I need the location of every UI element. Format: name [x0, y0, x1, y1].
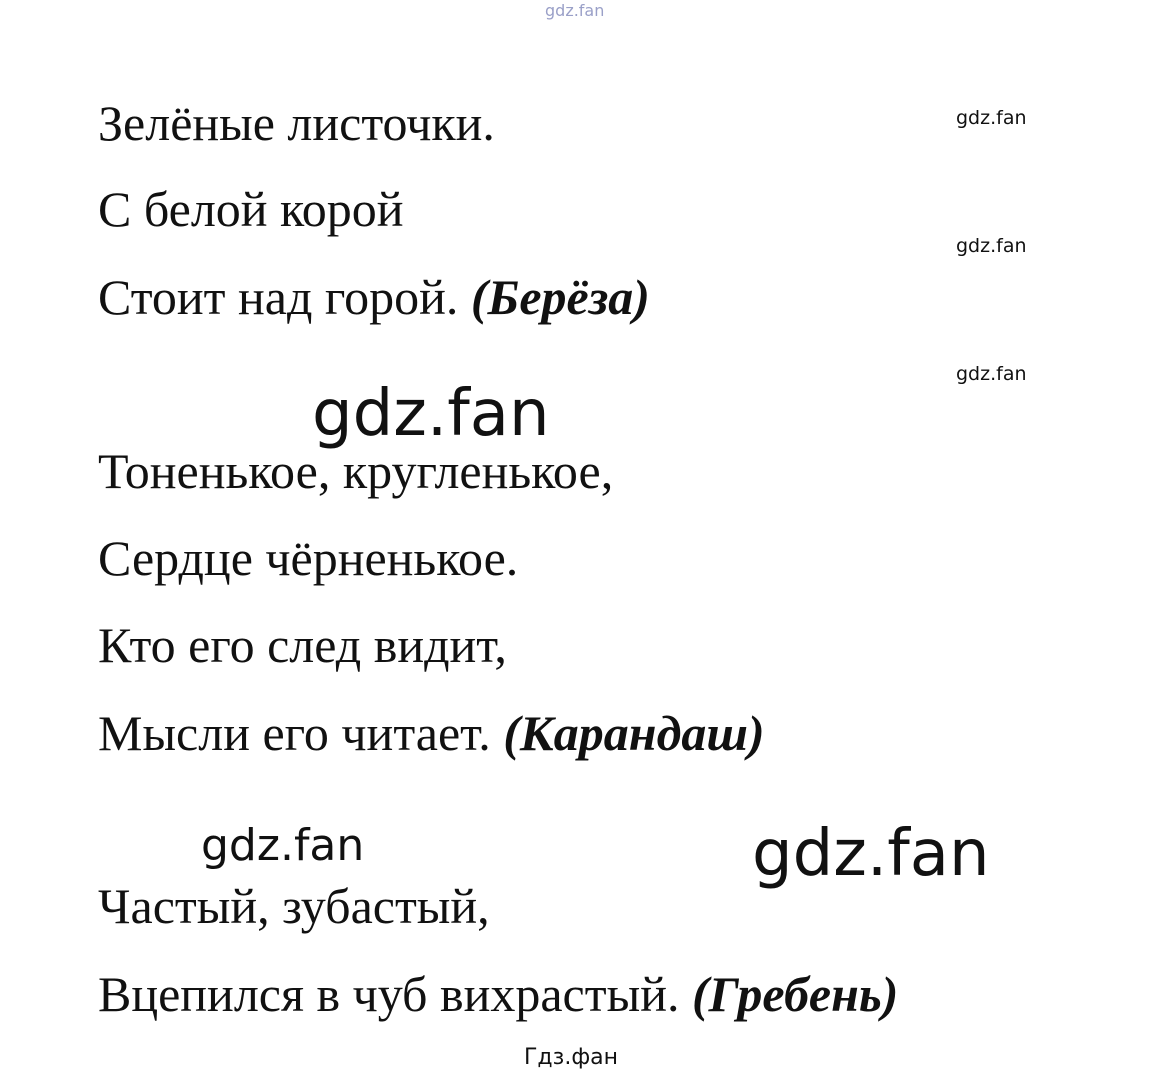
watermark-top: gdz.fan	[545, 1, 605, 20]
riddle-2-line-3	[98, 617, 507, 673]
riddle-text: С белой корой	[98, 181, 404, 237]
riddle-2-line-2	[98, 530, 519, 586]
riddle-text: Стоит над горой.	[98, 269, 459, 325]
riddle-1-line-3	[98, 269, 650, 325]
riddle-1-line-1	[98, 95, 495, 151]
riddle-text: Тоненькое, кругленькое,	[98, 443, 614, 499]
riddle-text: Сердце чёрненькое.	[98, 530, 519, 586]
riddle-3-line-2	[98, 966, 899, 1022]
watermark-medium-1: gdz.fan	[201, 820, 365, 871]
watermark-side-3: gdz.fan	[956, 363, 1027, 385]
watermark-side-2: gdz.fan	[956, 235, 1027, 257]
watermark-large-2: gdz.fan	[752, 817, 990, 891]
watermark-side-1: gdz.fan	[956, 107, 1027, 129]
riddle-2-answer: (Карандаш)	[503, 705, 765, 761]
watermark-footer: Гдз.фан	[524, 1045, 618, 1070]
riddle-text: Зелёные листочки.	[98, 95, 495, 151]
riddle-3-answer: (Гребень)	[691, 966, 899, 1022]
riddle-1-answer: (Берёза)	[470, 269, 650, 325]
watermark-large-1: gdz.fan	[312, 377, 550, 451]
riddle-text: Мысли его читает.	[98, 705, 491, 761]
riddle-2-line-4	[98, 705, 765, 761]
riddle-2-line-1	[98, 443, 614, 499]
riddle-1-line-2	[98, 181, 404, 237]
riddle-text: Кто его след видит,	[98, 617, 507, 673]
riddle-text: Вцепился в чуб вихрастый.	[98, 966, 680, 1022]
riddle-text: Частый, зубастый,	[98, 878, 490, 934]
riddle-3-line-1	[98, 878, 490, 934]
